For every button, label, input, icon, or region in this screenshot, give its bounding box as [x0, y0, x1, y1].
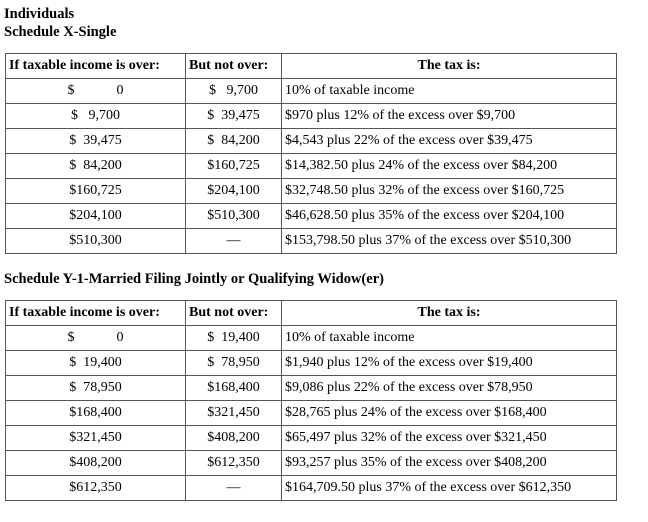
cell-over: $510,300 — [6, 229, 186, 254]
cell-not-over: $160,725 — [186, 154, 282, 179]
table-row — [6, 426, 617, 451]
cell-over: $ 0 — [6, 326, 186, 351]
cell-not-over: $ 19,400 — [186, 326, 282, 351]
cell-tax: 10% of taxable income — [282, 326, 617, 351]
cell-tax: $14,382.50 plus 24% of the excess over $84,200 — [282, 154, 617, 179]
schedule-x-title: Schedule X-Single — [4, 24, 117, 40]
cell-tax: $164,709.50 plus 37% of the excess over $612,350 — [282, 476, 617, 501]
cell-tax: 10% of taxable income — [282, 79, 617, 104]
header-over: If taxable income is over: — [6, 54, 186, 79]
cell-tax: $46,628.50 plus 35% of the excess over $204,100 — [282, 204, 617, 229]
table-row — [6, 451, 617, 476]
cell-over: $ 0 — [6, 79, 186, 104]
cell-over: $ 9,700 — [6, 104, 186, 129]
cell-over: $168,400 — [6, 401, 186, 426]
table-row — [6, 104, 617, 129]
cell-not-over: — — [186, 229, 282, 254]
table-row — [6, 476, 617, 501]
header-tax: The tax is: — [282, 301, 617, 326]
cell-not-over: — — [186, 476, 282, 501]
schedule-x-body — [6, 79, 617, 254]
cell-tax: $65,497 plus 32% of the excess over $321,450 — [282, 426, 617, 451]
cell-tax: $28,765 plus 24% of the excess over $168,400 — [282, 401, 617, 426]
table-row — [6, 179, 617, 204]
header-over: If taxable income is over: — [6, 301, 186, 326]
cell-not-over: $321,450 — [186, 401, 282, 426]
schedule-x-table — [5, 53, 617, 254]
cell-not-over: $510,300 — [186, 204, 282, 229]
cell-not-over: $ 9,700 — [186, 79, 282, 104]
table-row — [6, 401, 617, 426]
cell-over: $ 19,400 — [6, 351, 186, 376]
cell-tax: $970 plus 12% of the excess over $9,700 — [282, 104, 617, 129]
table-header-row — [6, 54, 617, 79]
cell-tax: $9,086 plus 22% of the excess over $78,950 — [282, 376, 617, 401]
table-row — [6, 154, 617, 179]
table-row — [6, 79, 617, 104]
cell-over: $204,100 — [6, 204, 186, 229]
table-row — [6, 326, 617, 351]
cell-over: $612,350 — [6, 476, 186, 501]
cell-tax: $153,798.50 plus 37% of the excess over $510,300 — [282, 229, 617, 254]
table-header-row — [6, 301, 617, 326]
header-not-over: But not over: — [186, 54, 282, 79]
cell-over: $ 84,200 — [6, 154, 186, 179]
cell-not-over: $204,100 — [186, 179, 282, 204]
table-row — [6, 229, 617, 254]
cell-tax: $32,748.50 plus 32% of the excess over $160,725 — [282, 179, 617, 204]
cell-not-over: $ 84,200 — [186, 129, 282, 154]
cell-not-over: $408,200 — [186, 426, 282, 451]
cell-tax: $93,257 plus 35% of the excess over $408,200 — [282, 451, 617, 476]
cell-not-over: $612,350 — [186, 451, 282, 476]
cell-not-over: $168,400 — [186, 376, 282, 401]
schedule-y-body — [6, 326, 617, 501]
cell-over: $408,200 — [6, 451, 186, 476]
cell-over: $ 78,950 — [6, 376, 186, 401]
cell-tax: $4,543 plus 22% of the excess over $39,475 — [282, 129, 617, 154]
cell-tax: $1,940 plus 12% of the excess over $19,400 — [282, 351, 617, 376]
header-not-over: But not over: — [186, 301, 282, 326]
table-row — [6, 351, 617, 376]
cell-not-over: $ 39,475 — [186, 104, 282, 129]
table-row — [6, 376, 617, 401]
cell-over: $321,450 — [6, 426, 186, 451]
cell-not-over: $ 78,950 — [186, 351, 282, 376]
schedule-y-table — [5, 300, 617, 501]
table-row — [6, 129, 617, 154]
table-row — [6, 204, 617, 229]
cell-over: $ 39,475 — [6, 129, 186, 154]
page-title: Individuals — [4, 6, 75, 22]
schedule-y-title: Schedule Y-1-Married Filing Jointly or Qualifying Widow(er) — [4, 271, 384, 287]
cell-over: $160,725 — [6, 179, 186, 204]
header-tax: The tax is: — [282, 54, 617, 79]
